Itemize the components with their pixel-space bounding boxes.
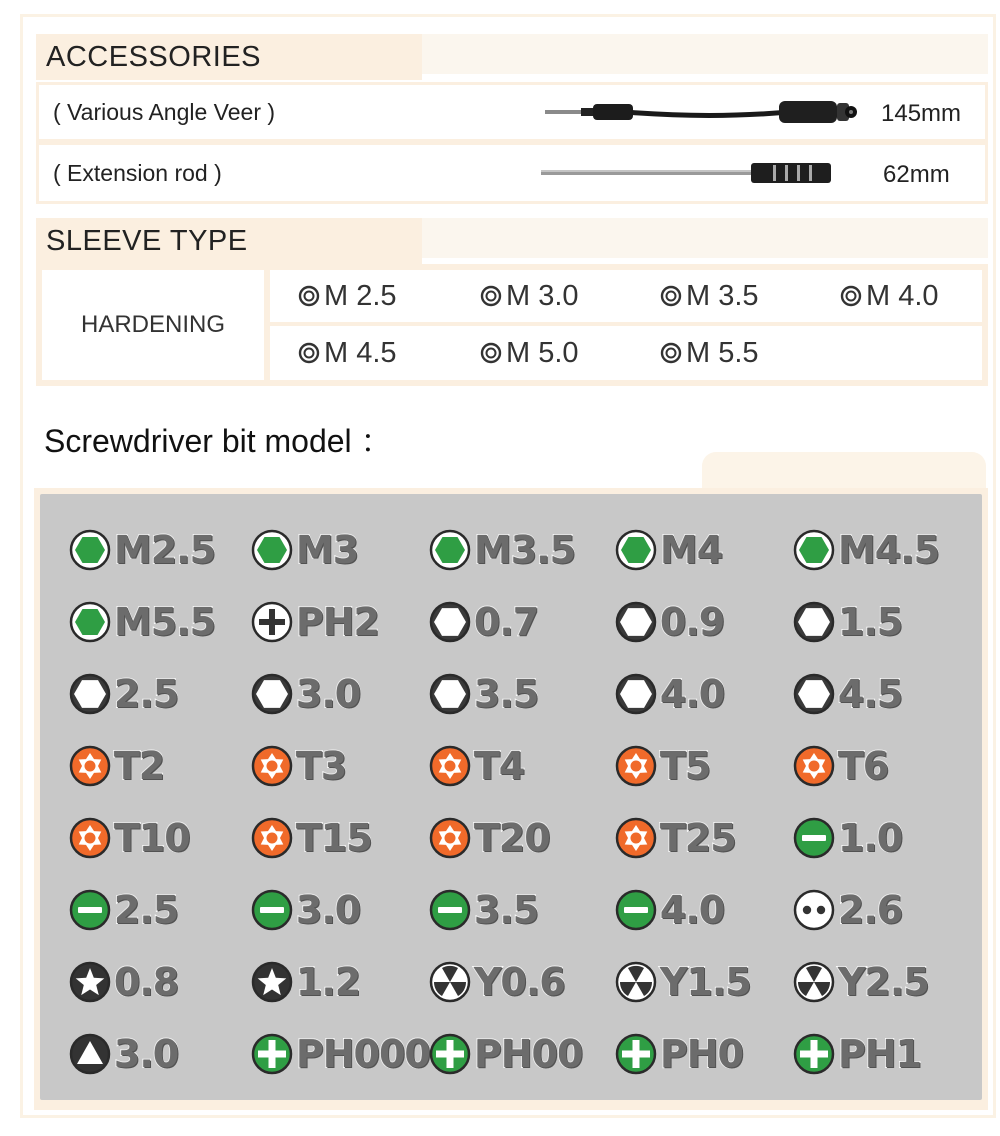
sleeve-item — [840, 280, 939, 313]
bits-grid — [40, 494, 982, 1100]
triangle-bit-icon — [68, 1032, 112, 1076]
sleeve-heading — [36, 218, 422, 264]
sleeve-size: M 5.5 — [686, 336, 759, 369]
socket-ring-icon — [660, 285, 682, 307]
bit-item — [428, 596, 538, 648]
bit-label: 4.0 — [660, 888, 725, 932]
phillips-bit-icon — [792, 1032, 836, 1076]
torx-bit-icon — [428, 744, 472, 788]
bit-item — [792, 1028, 921, 1080]
slotted-bit-icon — [250, 888, 294, 932]
socket-ring-icon — [480, 342, 502, 364]
bit-item — [428, 740, 524, 792]
bit-item — [428, 668, 538, 720]
torx-bit-icon — [250, 816, 294, 860]
hex-bit-icon — [614, 672, 658, 716]
bit-item — [428, 812, 550, 864]
bit-label: 3.0 — [296, 888, 361, 932]
bit-item — [250, 596, 379, 648]
hex-bit-icon — [250, 672, 294, 716]
sleeve-heading-band — [422, 218, 988, 258]
bit-item — [614, 1028, 743, 1080]
bit-label: 1.0 — [838, 816, 903, 860]
bit-label: 0.8 — [114, 960, 179, 1004]
bit-item — [250, 956, 360, 1008]
slotted-bit-icon — [792, 816, 836, 860]
bit-label: T10 — [114, 816, 190, 860]
bit-label: 0.7 — [474, 600, 539, 644]
hex-socket-bit-icon — [428, 528, 472, 572]
bit-label: T4 — [474, 744, 525, 788]
sleeve-row-2 — [270, 326, 982, 380]
accessory-size: 145mm — [881, 100, 962, 127]
bit-label: 1.2 — [296, 960, 361, 1004]
hex-socket-bit-icon — [792, 528, 836, 572]
bit-item — [428, 956, 565, 1008]
extension-rod-icon — [541, 159, 841, 187]
bit-label: Y1.5 — [660, 960, 751, 1004]
tri-wing-bit-icon — [792, 960, 836, 1004]
bit-label: M2.5 — [114, 528, 216, 572]
sleeve-item — [480, 280, 579, 313]
bit-label: 3.0 — [296, 672, 361, 716]
bit-item — [428, 884, 538, 936]
bit-item — [614, 812, 736, 864]
bit-item — [792, 956, 929, 1008]
pentalobe-bit-icon — [250, 960, 294, 1004]
hex-socket-bit-icon — [68, 600, 112, 644]
bit-item — [68, 1028, 178, 1080]
hex-bit-icon — [792, 600, 836, 644]
bit-item — [68, 812, 190, 864]
bit-label: 0.9 — [660, 600, 725, 644]
bit-label: PH1 — [838, 1032, 922, 1076]
slotted-bit-icon — [428, 888, 472, 932]
phillips-bit-icon — [428, 1032, 472, 1076]
tri-wing-bit-icon — [614, 960, 658, 1004]
bit-item — [614, 524, 722, 576]
bit-label: PH00 — [474, 1032, 583, 1076]
accessories-heading — [36, 34, 422, 80]
socket-ring-icon — [660, 342, 682, 364]
accessories-title: ACCESSORIES — [46, 40, 261, 73]
bit-label: T3 — [296, 744, 347, 788]
bit-label: Y0.6 — [474, 960, 565, 1004]
sleeve-size: M 4.5 — [324, 336, 397, 369]
hex-socket-bit-icon — [68, 528, 112, 572]
bit-item — [614, 596, 724, 648]
bit-item — [614, 956, 751, 1008]
torx-bit-icon — [68, 816, 112, 860]
bit-item — [614, 668, 724, 720]
slotted-bit-icon — [614, 888, 658, 932]
bit-label: T6 — [838, 744, 889, 788]
hex-socket-bit-icon — [250, 528, 294, 572]
bit-label: 3.0 — [114, 1032, 179, 1076]
bit-label: T20 — [474, 816, 550, 860]
sleeve-size: M 3.0 — [506, 279, 579, 312]
bit-item — [250, 1028, 430, 1080]
bits-tab-decor — [702, 452, 986, 492]
bit-item — [428, 524, 575, 576]
accessory-label: ( Extension rod ) — [53, 159, 222, 186]
bit-item — [792, 812, 902, 864]
phillips-bit-icon — [614, 1032, 658, 1076]
bit-label: PH2 — [296, 600, 380, 644]
hex-bit-icon — [614, 600, 658, 644]
tri-wing-bit-icon — [428, 960, 472, 1004]
bit-item — [68, 740, 164, 792]
spanner-bit-icon — [792, 888, 836, 932]
sleeve-size: M 3.5 — [686, 279, 759, 312]
bit-item — [250, 812, 372, 864]
bit-item — [250, 740, 346, 792]
bit-label: T2 — [114, 744, 165, 788]
bit-item — [792, 668, 902, 720]
sleeve-item — [480, 337, 579, 370]
sleeve-item — [298, 280, 397, 313]
bit-item — [792, 596, 902, 648]
torx-bit-icon — [614, 816, 658, 860]
bit-item — [68, 668, 178, 720]
torx-bit-icon — [428, 816, 472, 860]
bit-item — [250, 524, 358, 576]
phillips-bit-icon — [250, 600, 294, 644]
sleeve-category — [42, 270, 264, 380]
bit-label: 3.5 — [474, 672, 539, 716]
bit-label: M3 — [296, 528, 359, 572]
sleeve-item — [660, 337, 759, 370]
hex-bit-icon — [792, 672, 836, 716]
sleeve-row-1 — [270, 270, 982, 322]
bit-label: 4.5 — [838, 672, 903, 716]
socket-ring-icon — [298, 342, 320, 364]
bit-label: T25 — [660, 816, 736, 860]
bit-item — [68, 524, 215, 576]
sleeve-size: M 5.0 — [506, 336, 579, 369]
torx-bit-icon — [614, 744, 658, 788]
sleeve-item — [298, 337, 397, 370]
pentalobe-bit-icon — [68, 960, 112, 1004]
accessory-label: ( Various Angle Veer ) — [53, 98, 276, 125]
hex-socket-bit-icon — [614, 528, 658, 572]
sleeve-size: M 4.0 — [866, 279, 939, 312]
flex-shaft-icon — [545, 97, 865, 127]
bit-item — [250, 668, 360, 720]
sleeve-table — [36, 264, 988, 386]
bit-label: 3.5 — [474, 888, 539, 932]
bit-label: M5.5 — [114, 600, 216, 644]
bit-label: 1.5 — [838, 600, 903, 644]
hex-bit-icon — [428, 672, 472, 716]
accessory-size: 62mm — [883, 161, 950, 188]
bit-item — [614, 884, 724, 936]
hex-bit-icon — [68, 672, 112, 716]
bit-item — [792, 740, 888, 792]
bit-label: 2.5 — [114, 888, 179, 932]
bit-item — [614, 740, 710, 792]
bit-item — [68, 884, 178, 936]
slotted-bit-icon — [68, 888, 112, 932]
socket-ring-icon — [480, 285, 502, 307]
bit-item — [250, 884, 360, 936]
torx-bit-icon — [68, 744, 112, 788]
bit-label: PH000 — [296, 1032, 430, 1076]
torx-bit-icon — [250, 744, 294, 788]
bit-item — [792, 524, 939, 576]
sleeve-item — [660, 280, 759, 313]
accessory-row-extension-rod — [36, 142, 988, 204]
bit-item — [792, 884, 902, 936]
bits-heading: Screwdriver bit model ： — [44, 423, 393, 459]
bit-label: M4.5 — [838, 528, 940, 572]
bit-label: PH0 — [660, 1032, 744, 1076]
bit-label: M3.5 — [474, 528, 576, 572]
bit-label: M4 — [660, 528, 723, 572]
sleeve-size: M 2.5 — [324, 279, 397, 312]
bit-item — [68, 956, 178, 1008]
bit-label: 2.6 — [838, 888, 903, 932]
socket-ring-icon — [840, 285, 862, 307]
bit-item — [428, 1028, 583, 1080]
bit-label: Y2.5 — [838, 960, 929, 1004]
phillips-bit-icon — [250, 1032, 294, 1076]
bit-label: T5 — [660, 744, 711, 788]
sleeve-title: SLEEVE TYPE — [46, 224, 248, 257]
accessories-heading-band — [422, 34, 988, 74]
bit-label: 2.5 — [114, 672, 179, 716]
sleeve-category-label: HARDENING — [80, 311, 225, 338]
accessory-row-angle-veer — [36, 82, 988, 142]
bit-label: T15 — [296, 816, 372, 860]
bit-label: 4.0 — [660, 672, 725, 716]
bit-item — [68, 596, 215, 648]
hex-bit-icon — [428, 600, 472, 644]
torx-bit-icon — [792, 744, 836, 788]
socket-ring-icon — [298, 285, 320, 307]
